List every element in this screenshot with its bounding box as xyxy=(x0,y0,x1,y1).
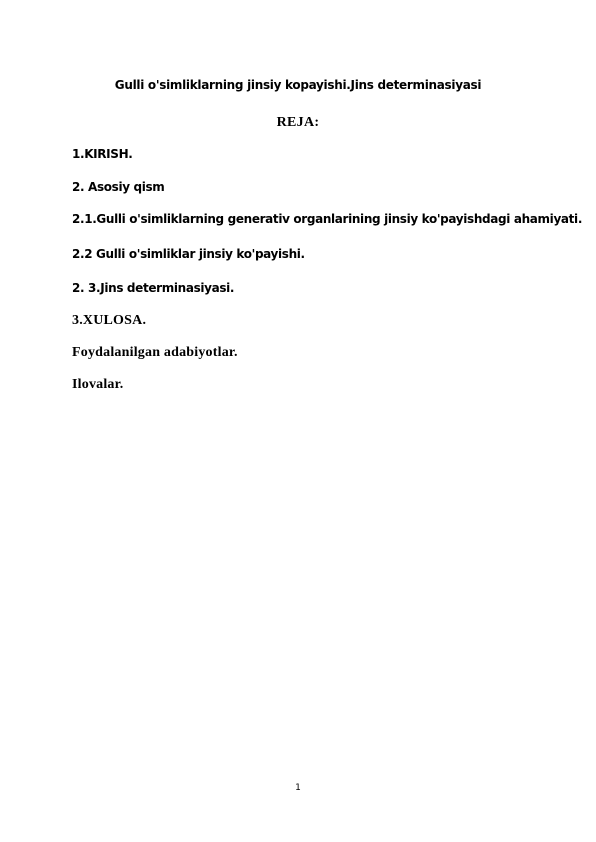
plan-item-2-2: 2.2 Gulli o'simliklar jinsiy ko'payishi. xyxy=(72,247,305,261)
plan-item-2-1: 2.1.Gulli o'simliklarning generativ organlarining jinsiy ko'payishdagi ahamiyati. xyxy=(72,212,583,226)
plan-item-references: Foydalanilgan adabiyotlar. xyxy=(72,345,238,360)
plan-item-appendices: Ilovalar. xyxy=(72,377,124,392)
plan-heading: REJA: xyxy=(276,115,320,130)
plan-item-main-part: 2. Asosiy qism xyxy=(72,180,165,194)
plan-item-2-3: 2. 3.Jins determinasiyasi. xyxy=(72,281,235,295)
plan-item-introduction: 1.KIRISH. xyxy=(72,147,133,161)
plan-item-conclusion: 3.XULOSA. xyxy=(72,313,147,328)
document-title: Gulli o'simliklarning jinsiy kopayishi.Jins determinasiyasi xyxy=(114,78,482,92)
page-number: 1 xyxy=(295,783,301,793)
